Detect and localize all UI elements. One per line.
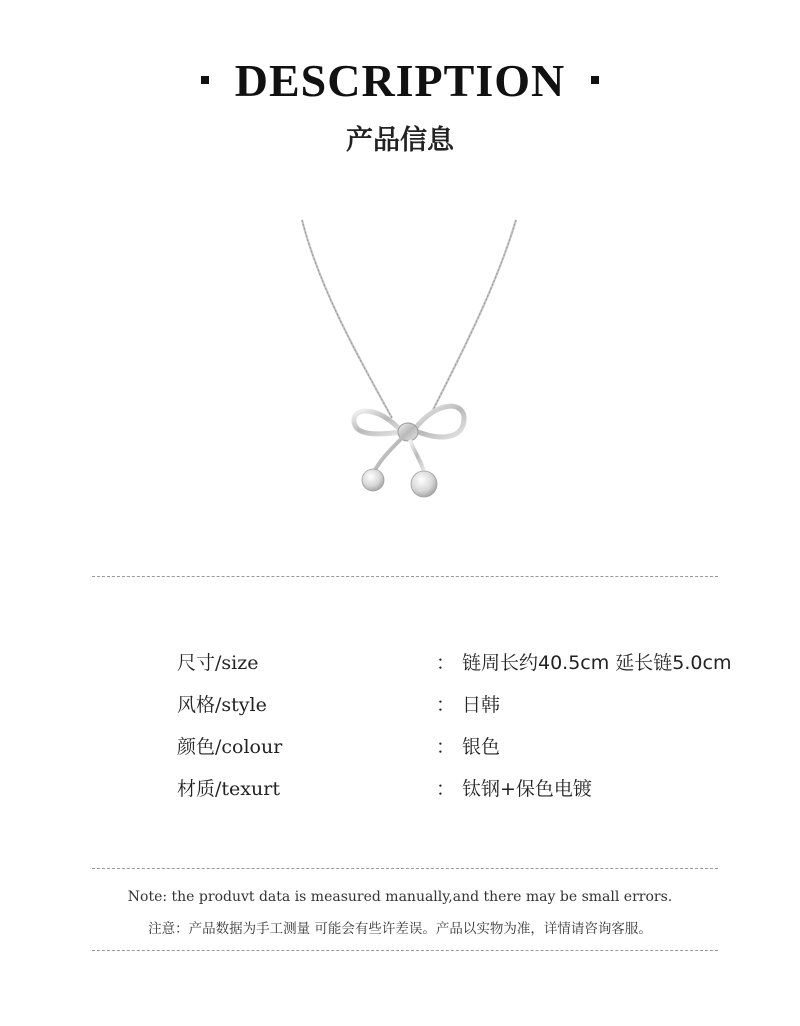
page-title: DESCRIPTION: [234, 54, 566, 106]
note-chinese: 注意：产品数据为手工测量 可能会有些许差误。产品以实物为准，详情请咨询客服。: [148, 921, 652, 937]
spec-row-colour: [0, 732, 800, 762]
spec-value: 链周长约40.5cm 延长链5.0cm: [462, 652, 732, 674]
spec-label: 材质/texurt: [177, 778, 280, 800]
spec-row-size: [0, 648, 800, 678]
page-subtitle: 产品信息: [346, 125, 454, 156]
divider-note-bottom: [92, 950, 718, 951]
spec-value: 银色: [462, 736, 501, 758]
title-bullet-right: [591, 76, 599, 84]
divider-top: [92, 576, 718, 577]
spec-colon: ：: [436, 736, 456, 758]
note-english: Note: the produvt data is measured manually,and there may be small errors.: [127, 889, 673, 905]
spec-row-style: [0, 690, 800, 720]
spec-label: 尺寸/size: [177, 652, 259, 674]
title-bullet-left: [201, 76, 209, 84]
spec-value: 钛钢+保色电镀: [462, 778, 592, 800]
bow-necklace-icon: [290, 210, 530, 510]
spec-colon: ：: [436, 652, 456, 674]
spec-value: 日韩: [462, 694, 501, 716]
product-image: [290, 210, 530, 510]
spec-label: 颜色/colour: [177, 736, 283, 758]
divider-note-top: [92, 868, 718, 869]
spec-colon: ：: [436, 778, 456, 800]
title-row: [0, 52, 800, 108]
spec-label: 风格/style: [177, 694, 267, 716]
spec-row-texture: [0, 774, 800, 804]
spec-colon: ：: [436, 694, 456, 716]
